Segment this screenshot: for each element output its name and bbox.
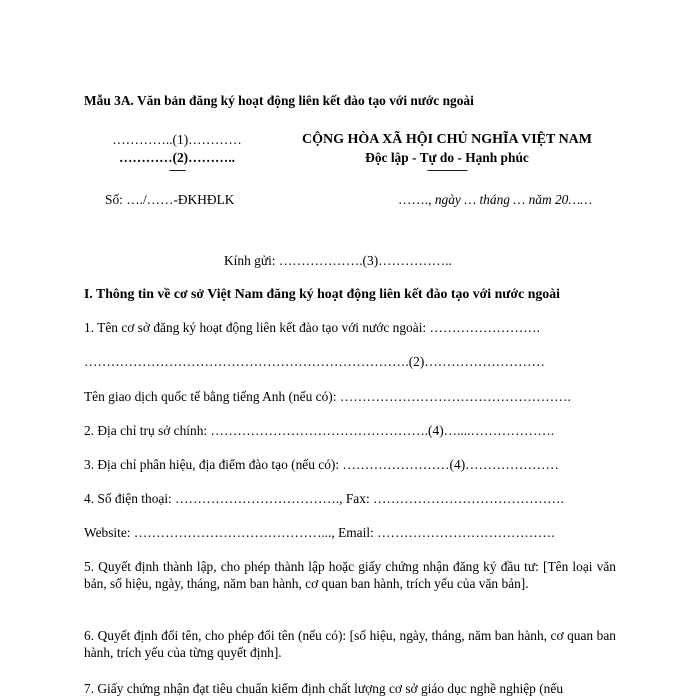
- field-institution-name-continued: ……………………………………………………………….(2)………………………: [84, 354, 545, 369]
- field-quality-certificate: 7. Giấy chứng nhận đạt tiêu chuẩn kiểm định chất lượng cơ sở giáo dục nghề nghiệp (nếu: [84, 681, 564, 696]
- section1-heading: I. Thông tin về cơ sở Việt Nam đăng ký hoạt động liên kết đào tạo với nước ngoài: [84, 286, 560, 301]
- document-number: Số: …./……-ĐKHĐLK: [105, 192, 235, 207]
- field-phone-fax: 4. Số điện thoại: ………………………………., Fax: …………………………………….: [84, 491, 564, 506]
- field-website-email: Website: ……………………………………..., Email: ………………………………….: [84, 525, 555, 540]
- header-right-separator: ---------------: [427, 164, 467, 176]
- date-place: …….,: [398, 192, 435, 207]
- header-left-org-line1: …………..(1)…………: [112, 132, 242, 147]
- header-left-separator: ------: [169, 164, 185, 176]
- national-title: CỘNG HÒA XÃ HỘI CHỦ NGHĨA VIỆT NAM: [301, 132, 592, 147]
- field-rename-decision: 6. Quyết định đổi tên, cho phép đổi tên (nếu có): [số hiệu, ngày, tháng, năm ban hành, cơ quan ban hành, trích yếu của từng quyết định].: [84, 628, 616, 660]
- header-left-org-line2: …………(2)………..: [118, 150, 236, 165]
- date-text: ngày … tháng … năm 20……: [434, 192, 593, 207]
- document-date: [398, 191, 592, 209]
- field-head-office-address: 2. Địa chỉ trụ sở chính: ………………………………………….(4)…....……………….: [84, 423, 555, 438]
- field-english-name: Tên giao dịch quốc tế bằng tiếng Anh (nếu có): …………………………………………….: [84, 389, 571, 404]
- field-branch-address: 3. Địa chỉ phân hiệu, địa điểm đào tạo (nếu có): ……………………(4)…………………: [84, 457, 559, 472]
- recipient-line: Kính gửi: ……………….(3)……………..: [224, 253, 452, 268]
- field-institution-name: 1. Tên cơ sở đăng ký hoạt động liên kết đào tạo với nước ngoài: …………………….: [84, 320, 540, 335]
- field-establishment-decision: 5. Quyết định thành lập, cho phép thành lập hoặc giấy chứng nhận đăng ký đầu tư: [Tên loại văn bản, số hiệu, ngày, tháng, năm ban hành, cơ quan ban hành, trích yếu của văn bản].: [84, 559, 616, 591]
- form-title: Mẫu 3A. Văn bản đăng ký hoạt động liên kết đào tạo với nước ngoài: [84, 93, 474, 108]
- national-motto: Độc lập - Tự do - Hạnh phúc: [365, 150, 529, 165]
